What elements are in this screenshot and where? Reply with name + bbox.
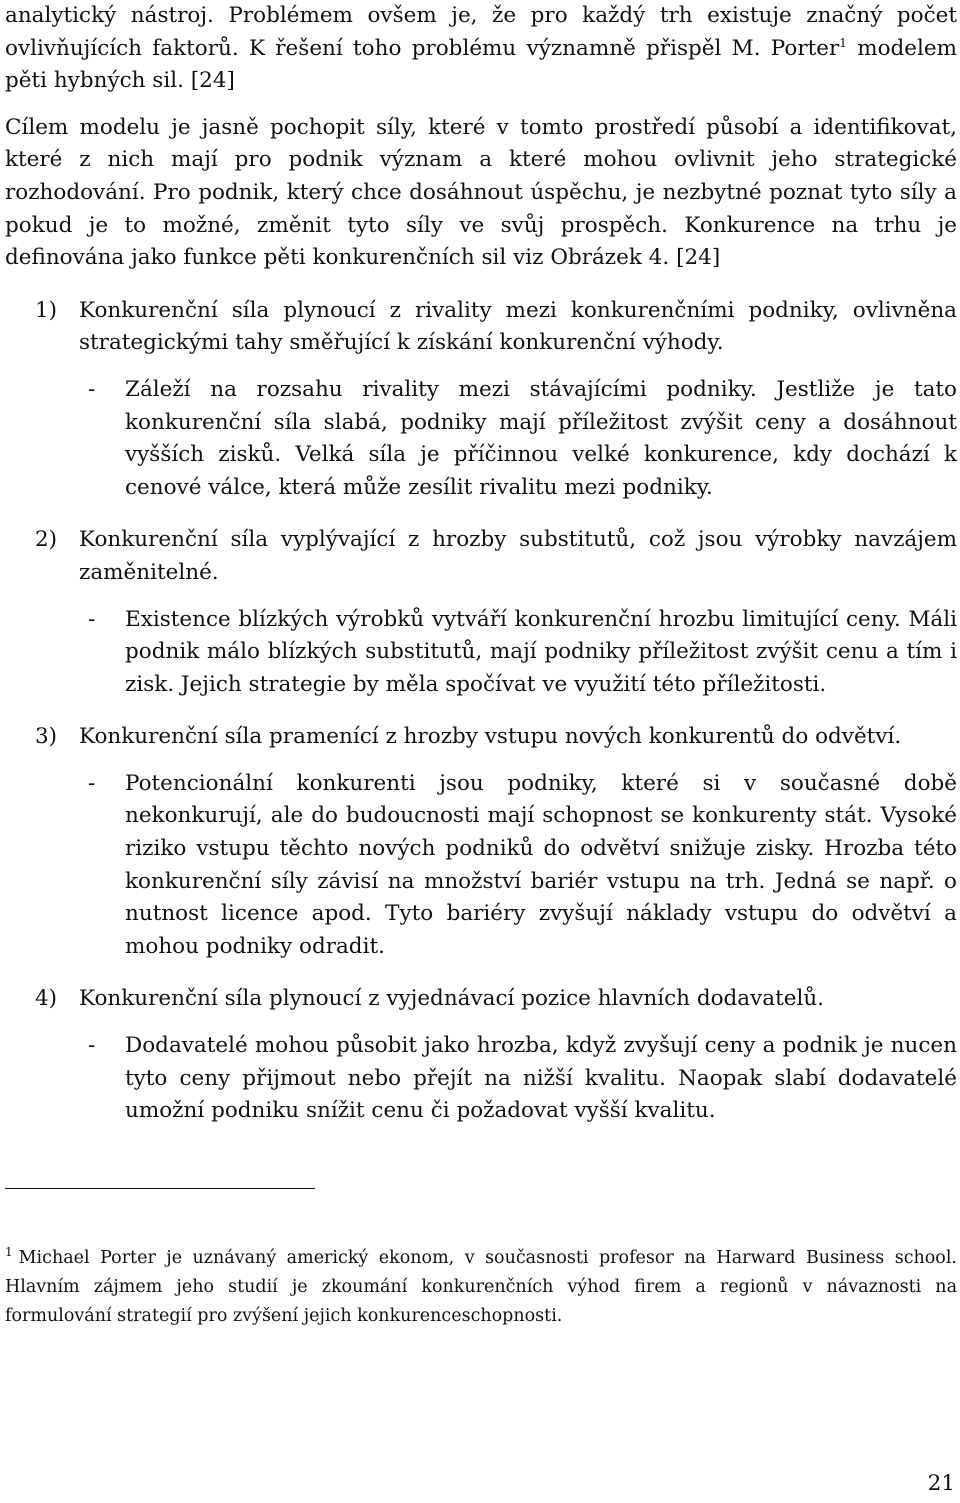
sub-item <box>5 768 957 964</box>
intro-text: analytický nástroj. Problémem ovšem je, že pro každý trh existuje značný počet ovlivňujících faktorů. K řešení toho problému významně přispěl M. Porter <box>5 3 957 61</box>
list-item <box>5 295 957 360</box>
sub-item <box>5 604 957 702</box>
sub-item <box>5 374 957 504</box>
sub-item-text: Záleží na rozsahu rivality mezi stávajícími podniky. Jestliže je tato konkurenční síla slabá, podniky mají příležitost zvýšit ceny a dosáhnout vyšších zisků. Velká síla je příčinnou velké konkurence, kdy dochází k cenové válce, která může zesílit rivalitu mezi podniky. <box>125 376 957 500</box>
sub-item <box>5 1030 957 1128</box>
dash-bullet: - <box>88 1033 96 1059</box>
list-number: 2) <box>35 527 58 553</box>
list-number: 4) <box>35 986 58 1012</box>
sub-item-text: Potencionální konkurenti jsou podniky, které si v současné době nekonkurují, ale do budoucnosti mají schopnost se konkurenty stát. Vysoké riziko vstupu těchto nových podniků do odvětví snižuje zisky. Hrozba této konkurenční síly závisí na množství bariér vstupu na trh. Jedná se např. o nutnost licence apod. Tyto bariéry zvyšují náklady vstupu do odvětví a mohou podniky odradit. <box>125 770 957 959</box>
dash-bullet: - <box>88 376 96 402</box>
sub-item-text: Dodavatelé mohou působit jako hrozba, když zvyšují ceny a podnik je nucen tyto ceny přijmout nebo přejít na nižší kvalitu. Naopak slabí dodavatelé umožní podniku snížit cenu či požadovat vyšší kvalitu. <box>125 1033 957 1124</box>
list-item-text: Konkurenční síla plynoucí z rivality mezi konkurenčními podniky, ovlivněna strategickými tahy směřující k získání konkurenční výhody. <box>79 297 957 356</box>
intro-paragraph <box>5 0 957 98</box>
footnote-mark: 1 <box>5 1245 13 1260</box>
forces-list <box>5 295 957 1128</box>
model-paragraph: Cílem modelu je jasně pochopit síly, které v tomto prostředí působí a identifikovat, které z nich mají pro podnik význam a které mohou ovlivnit jeho strategické rozhodování. Pro podnik, který chce dosáhnout úspěchu, je nezbytné poznat tyto síly a pokud je to možné, změnit tyto síly ve svůj prospěch. Konkurence na trhu je definována jako funkce pěti konkurenčních sil viz Obrázek 4. [24] <box>5 114 957 271</box>
sub-item-text: Existence blízkých výrobků vytváří konkurenční hrozbu limitující ceny. Máli podnik málo blízkých substitutů, mají podniky příležitost zvýšit cenu a tím i zisk. Jejich strategie by měla spočívat ve využití této příležitosti. <box>125 606 957 697</box>
footnote <box>5 1244 957 1331</box>
footnote-text: Michael Porter je uznávaný americký ekonom, v současnosti profesor na Harward Business school. Hlavním zájmem jeho studií je zkoumání konkurenčních výhod firem a regionů v návaznosti na formulování strategií pro zvýšení jejich konkurenceschopnosti. <box>5 1248 957 1326</box>
list-item <box>5 524 957 589</box>
list-item-text: Konkurenční síla plynoucí z vyjednávací pozice hlavních dodavatelů. <box>79 986 825 1012</box>
footnote-reference: 1 <box>839 35 847 50</box>
list-number: 3) <box>35 724 58 750</box>
list-number: 1) <box>35 297 58 323</box>
list-item <box>5 721 957 754</box>
dash-bullet: - <box>88 770 96 796</box>
dash-bullet: - <box>88 606 96 632</box>
page-number: 21 <box>927 1471 955 1496</box>
list-item-text: Konkurenční síla pramenící z hrozby vstupu nových konkurentů do odvětví. <box>79 724 902 750</box>
footnote-separator <box>5 1188 315 1189</box>
list-item-text: Konkurenční síla vyplývající z hrozby substitutů, což jsou výrobky navzájem zaměnitelné. <box>79 527 957 585</box>
document-body <box>5 0 957 1128</box>
intro-text-end: modelem pěti hybných sil. [24] <box>5 35 958 94</box>
list-item <box>5 983 957 1016</box>
